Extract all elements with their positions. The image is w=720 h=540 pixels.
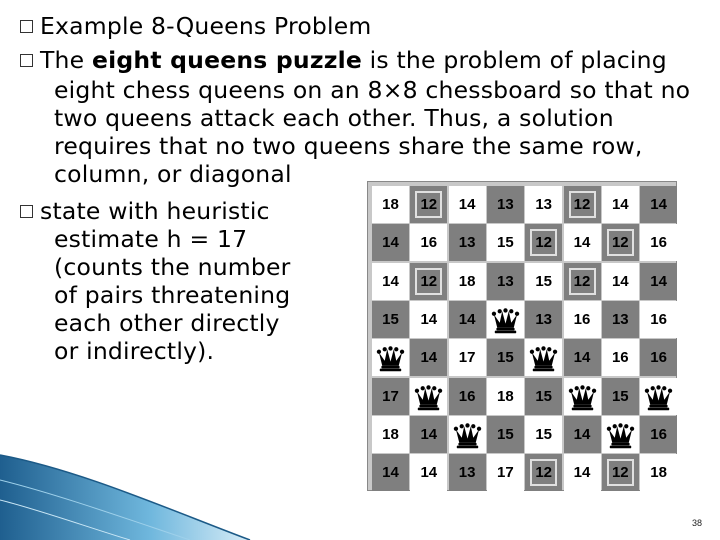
- board-cell-min-value: [410, 186, 447, 223]
- board-cell-value: 14: [410, 339, 447, 376]
- cell-value-label: 12: [569, 268, 596, 295]
- definition-line-3: two queens attack each other. Thus, a solution: [54, 104, 614, 132]
- board-cell-value: 13: [449, 454, 486, 491]
- bullet-marker-icon: [20, 54, 33, 67]
- board-cell-value: 14: [449, 301, 486, 338]
- board-cell-value: 15: [372, 301, 409, 338]
- board-cell-value: 14: [602, 263, 639, 300]
- board-cell-min-value: [410, 263, 447, 300]
- board-cell-value: 16: [602, 339, 639, 376]
- bullet-definition: [40, 46, 667, 74]
- board-cell-value: 17: [487, 454, 524, 491]
- board-cell-value: 16: [640, 301, 677, 338]
- board-cell-min-value: [602, 224, 639, 261]
- board-cell-value: 14: [410, 416, 447, 453]
- board-cell-value: 13: [525, 301, 562, 338]
- board-cell-value: 18: [449, 263, 486, 300]
- board-cell-value: 16: [640, 224, 677, 261]
- board-cell-value: 15: [487, 224, 524, 261]
- bullet-marker-icon: [20, 20, 33, 33]
- definition-prefix: The: [40, 46, 92, 74]
- queen-icon: [372, 339, 409, 376]
- board-cell-value: 13: [487, 263, 524, 300]
- board-cell-value: 15: [525, 378, 562, 415]
- board-cell-value: 18: [372, 416, 409, 453]
- queen-icon: [487, 301, 524, 338]
- board-cell-value: 14: [449, 186, 486, 223]
- board-cell-value: 14: [640, 186, 677, 223]
- state-line-3: (counts the number: [54, 253, 291, 281]
- board-cell-value: 15: [487, 416, 524, 453]
- definition-term: eight queens puzzle: [91, 46, 362, 74]
- board-cell-value: 13: [602, 301, 639, 338]
- board-cell-value: 14: [564, 416, 601, 453]
- board-cell-value: 15: [602, 378, 639, 415]
- state-line-2: estimate h = 17: [54, 225, 248, 253]
- board-cell-value: 14: [564, 224, 601, 261]
- page-number: 38: [691, 518, 702, 528]
- board-cell-value: 16: [640, 416, 677, 453]
- bullet-state: state with heuristic: [40, 197, 270, 225]
- board-cell-value: 18: [487, 378, 524, 415]
- board-cell-value: 14: [564, 339, 601, 376]
- board-cell-value: 16: [564, 301, 601, 338]
- board-cell-value: 13: [487, 186, 524, 223]
- board-cell-value: 14: [372, 454, 409, 491]
- board-cell-value: 14: [602, 186, 639, 223]
- cell-value-label: 12: [607, 459, 634, 486]
- definition-line-5: column, or diagonal: [54, 160, 292, 188]
- board-cell-value: 13: [525, 186, 562, 223]
- board-cell-value: 18: [372, 186, 409, 223]
- board-cell-value: 14: [372, 224, 409, 261]
- definition-suffix: is the problem of placing: [361, 46, 667, 74]
- board-cell-value: 13: [449, 224, 486, 261]
- queen-icon: [525, 339, 562, 376]
- board-cell-value: 16: [449, 378, 486, 415]
- board-cell-value: 15: [525, 416, 562, 453]
- cell-value-label: 12: [530, 229, 557, 256]
- bullet-title: Example 8-Queens Problem: [40, 12, 372, 40]
- board-cell-min-value: [564, 263, 601, 300]
- board-cell-value: 16: [410, 224, 447, 261]
- board-cell-value: 14: [640, 263, 677, 300]
- board-cell-min-value: [525, 224, 562, 261]
- board-cell-min-value: [564, 186, 601, 223]
- cell-value-label: 12: [569, 191, 596, 218]
- cell-value-label: 12: [415, 191, 442, 218]
- bullet-marker-icon: [20, 205, 33, 218]
- state-line-5: each other directly: [54, 309, 280, 337]
- queen-icon: [640, 378, 677, 415]
- state-line-4: of pairs threatening: [54, 281, 291, 309]
- board-cell-value: 14: [410, 454, 447, 491]
- state-line-6: or indirectly).: [54, 337, 215, 365]
- definition-line-2: eight chess queens on an 8×8 chessboard so that no: [54, 76, 691, 104]
- board-cell-value: 17: [372, 378, 409, 415]
- queen-icon: [564, 378, 601, 415]
- board-cell-value: 15: [487, 339, 524, 376]
- board-cell-value: 14: [564, 454, 601, 491]
- board-cell-value: 17: [449, 339, 486, 376]
- cell-value-label: 12: [607, 229, 634, 256]
- board-cell-value: 16: [640, 339, 677, 376]
- cell-value-label: 12: [530, 459, 557, 486]
- slide-corner-accent: [0, 440, 720, 540]
- board-cell-value: 14: [372, 263, 409, 300]
- cell-value-label: 12: [415, 268, 442, 295]
- board-cell-value: 14: [410, 301, 447, 338]
- board-cell-value: 18: [640, 454, 677, 491]
- definition-line-4: requires that no two queens share the same row,: [54, 132, 643, 160]
- board-cell-value: 15: [525, 263, 562, 300]
- queen-icon: [410, 378, 447, 415]
